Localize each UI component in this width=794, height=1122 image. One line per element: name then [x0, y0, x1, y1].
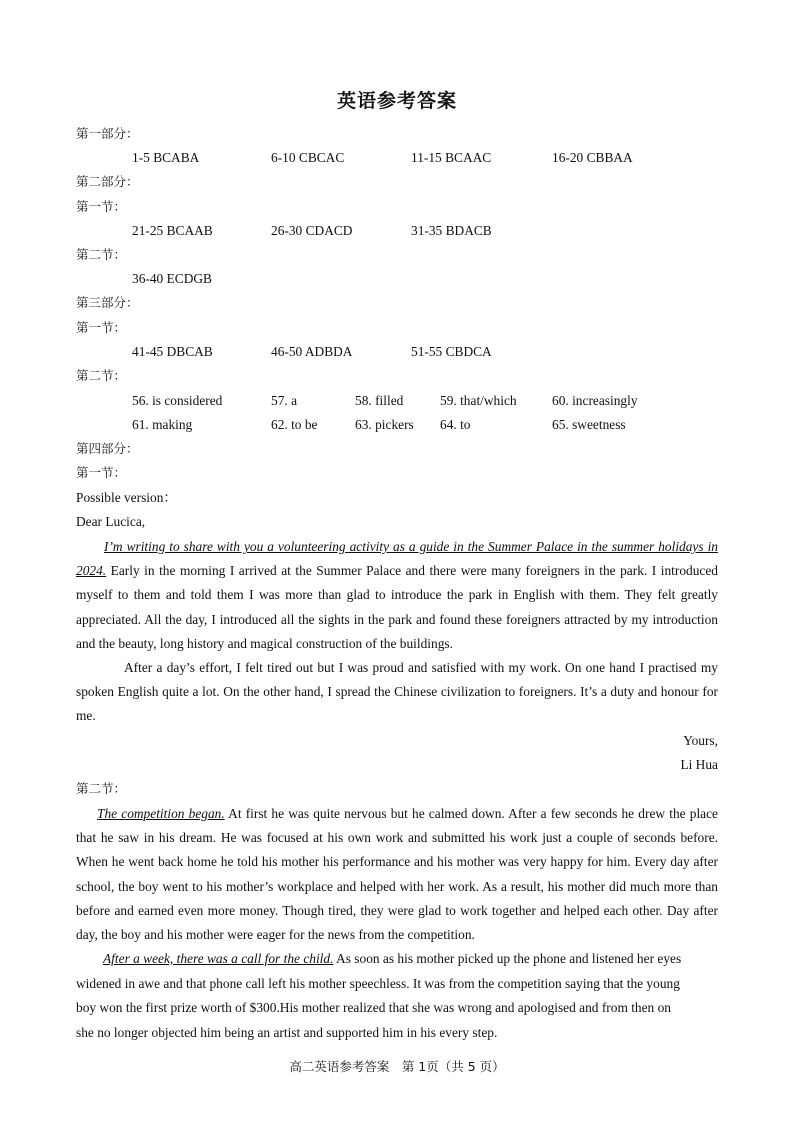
- cloze-answer: 64. to: [440, 417, 471, 432]
- underlined-opening-sentence: After a week, there was a call for the child.: [103, 951, 334, 966]
- paragraph-text: As soon as his mother picked up the phone and listened her eyes: [333, 951, 682, 966]
- story-paragraph-2-line-4: she no longer objected him being an artist and supported him in his every step.: [76, 1025, 498, 1040]
- page-title: 英语参考答案: [336, 90, 457, 112]
- cloze-answer: 60. increasingly: [552, 393, 638, 408]
- part3-section2-heading: 第二节：: [76, 368, 127, 383]
- answer-group: 1-5 BCABA: [132, 150, 200, 165]
- letter-closing: Yours,: [683, 733, 718, 748]
- paragraph-text: At first he was quite nervous but he calmed down. After a few seconds he drew the place that he saw in his dream. He was focused at his own work and submitted his work just a couple of seconds before. When he went back home he told his mother his performance and his mother was very happy for him. Every day after school, the boy went to his mother’s workplace and helped with her work. As a result, his mother did much more than before and earned even more money. Though tired, they were glad to work together and helped each other. Day after day, the boy and his mother were eager for the news from the competition.: [76, 806, 718, 943]
- cloze-answer: 59. that/which: [440, 393, 517, 408]
- cloze-answer: 58. filled: [355, 393, 404, 408]
- part2-section2-heading: 第二节：: [76, 247, 127, 262]
- letter-salutation: Dear Lucica,: [76, 514, 146, 529]
- cloze-answer-row-1: [0, 392, 794, 410]
- story-paragraph-2-line-3: boy won the first prize worth of $300.His mother realized that she was wrong and apologised and from then on: [76, 1000, 671, 1015]
- cloze-answer: 56. is considered: [132, 393, 223, 408]
- answer-group: 16-20 CBBAA: [552, 150, 633, 165]
- answer-group: 21-25 BCAAB: [132, 223, 213, 238]
- part2-section1-answer-row: [0, 222, 794, 240]
- page-footer: 高二英语参考答案 第 1页（共 5 页）: [289, 1059, 505, 1074]
- part1-heading: 第一部分：: [76, 126, 139, 141]
- cloze-answer: 65. sweetness: [552, 417, 626, 432]
- story-paragraph-1: [76, 802, 718, 947]
- answer-group: 36-40 ECDGB: [132, 271, 212, 286]
- story-paragraph-2-line-1: [103, 950, 681, 968]
- part3-section1-answer-row: [0, 343, 794, 361]
- answer-group: 6-10 CBCAC: [271, 150, 345, 165]
- answer-group: 11-15 BCAAC: [411, 150, 492, 165]
- part2-heading: 第二部分：: [76, 174, 139, 189]
- cloze-answer: 63. pickers: [355, 417, 414, 432]
- cloze-answer-row-2: [0, 416, 794, 434]
- answer-group: 26-30 CDACD: [271, 223, 353, 238]
- part3-section1-heading: 第一节：: [76, 320, 127, 335]
- story-paragraph-2-line-2: widened in awe and that phone call left his mother speechless. It was from the competition saying that the young: [76, 976, 680, 991]
- cloze-answer: 62. to be: [271, 417, 318, 432]
- letter-signature: Li Hua: [680, 757, 718, 772]
- letter-paragraph-2: After a day’s effort, I felt tired out but I was proud and satisfied with my work. On one hand I practised my spoken English quite a lot. On the other hand, I spread the Chinese civilization to foreigners. It’s a duty and honour for me.: [76, 660, 718, 724]
- answer-group: 51-55 CBDCA: [411, 344, 492, 359]
- answer-group: 31-35 BDACB: [411, 223, 492, 238]
- paragraph-text: Early in the morning I arrived at the Summer Palace and there were many foreigners in the park. I introduced myself to them and told them I was more than glad to introduce the park in English with them. They felt greatly appreciated. All the day, I introduced all the sights in the park and found these foreigners attracted by my introduction and the beauty, long history and magical construction of the buildings.: [76, 563, 718, 651]
- letter-paragraph-1: [76, 535, 718, 656]
- answer-group: 41-45 DBCAB: [132, 344, 213, 359]
- part2-section1-heading: 第一节：: [76, 199, 127, 214]
- underlined-opening-sentence: I’m writing to share with you a volunteering activity as a guide in the Summer Palace in the summer holidays in 2024.: [76, 539, 718, 579]
- part4-section2-heading: 第二节：: [76, 781, 127, 796]
- part1-answer-row: [0, 149, 794, 167]
- part3-heading: 第三部分：: [76, 295, 139, 310]
- part4-heading: 第四部分：: [76, 441, 139, 456]
- part2-section2-answer-row: [0, 270, 794, 288]
- underlined-opening-sentence: The competition began.: [97, 806, 225, 821]
- answer-group: 46-50 ADBDA: [271, 344, 353, 359]
- cloze-answer: 61. making: [132, 417, 193, 432]
- possible-version-label: Possible version：: [76, 490, 177, 505]
- part4-section1-heading: 第一节：: [76, 465, 127, 480]
- cloze-answer: 57. a: [271, 393, 298, 408]
